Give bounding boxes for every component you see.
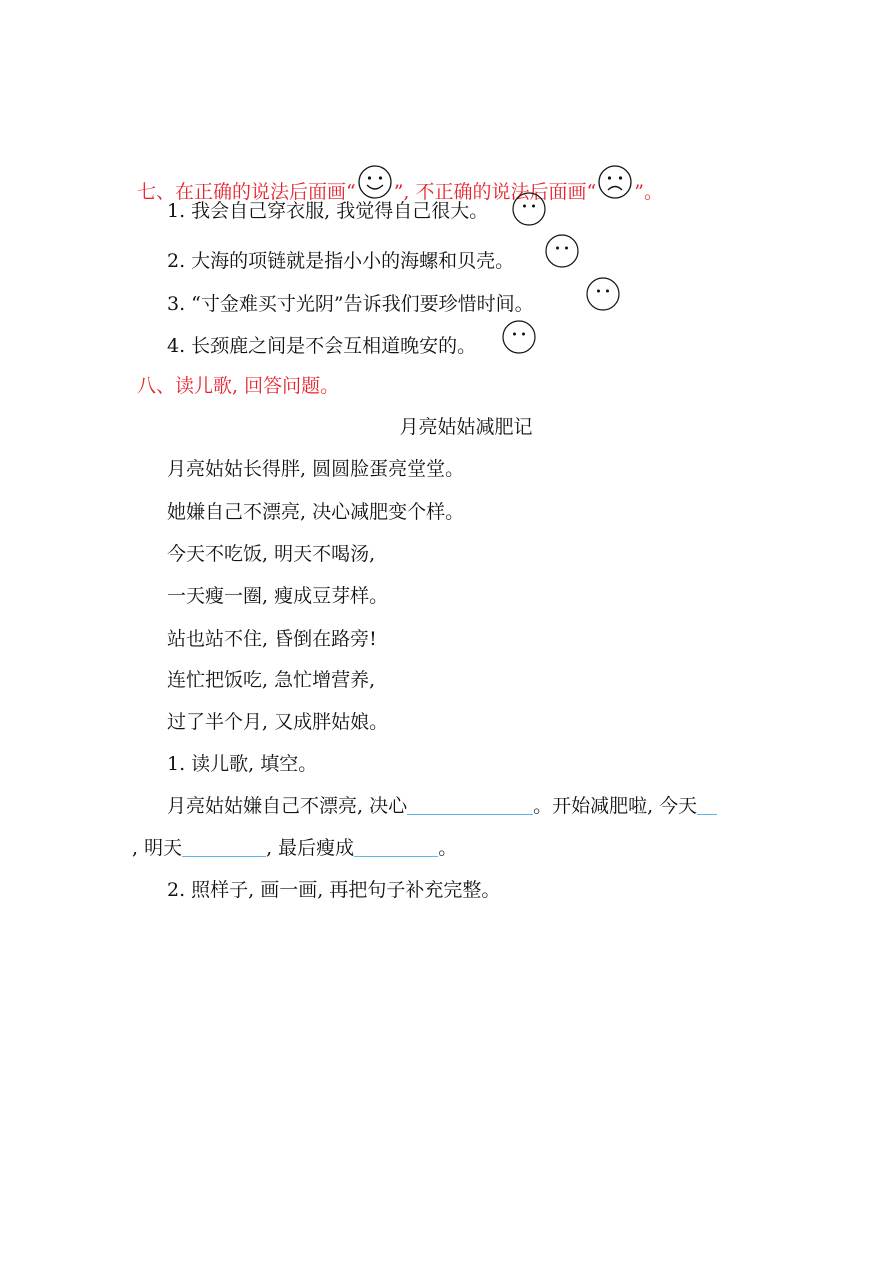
judgement-item-3 — [167, 291, 534, 317]
poem-line: 今天不吃饭, 明天不喝汤, — [167, 543, 376, 565]
judgement-item-1-text: 1. 我会自己穿衣服, 我觉得自己很大。 — [167, 200, 489, 222]
question-1-fill-line-2 — [132, 835, 457, 861]
section8-heading: 八、读儿歌, 回答问题。 — [137, 375, 340, 397]
empty-face-icon[interactable] — [502, 320, 536, 354]
poem-line: 一天瘦一圈, 瘦成豆芽样。 — [167, 585, 389, 607]
fill-blank-tomorrow[interactable] — [182, 836, 266, 857]
poem-line: 月亮姑姑长得胖, 圆圆脸蛋亮堂堂。 — [167, 458, 465, 480]
fill-text: 月亮姑姑嫌自己不漂亮, 决心 — [167, 795, 408, 817]
empty-face-icon[interactable] — [545, 234, 579, 268]
section7-heading-part1: 七、在正确的说法后面画“ — [137, 181, 356, 203]
fill-blank-resolve[interactable] — [407, 794, 533, 815]
question-2-label: 2. 照样子, 画一画, 再把句子补充完整。 — [167, 879, 501, 901]
fill-blank-today[interactable] — [697, 794, 717, 815]
judgement-item-3-text: 3. “寸金难买寸光阴”告诉我们要珍惜时间。 — [167, 293, 534, 315]
empty-face-icon[interactable] — [512, 192, 546, 226]
poem-line: 连忙把饭吃, 急忙增营养, — [167, 669, 376, 691]
poem-title: 月亮姑姑减肥记 — [399, 416, 533, 438]
poem-line: 过了半个月, 又成胖姑娘。 — [167, 711, 389, 733]
fill-text: 。开始减肥啦, 今天 — [533, 795, 698, 817]
fill-text: 。 — [438, 837, 458, 859]
poem-line: 站也站不住, 昏倒在路旁! — [167, 628, 377, 650]
judgement-item-4 — [167, 333, 476, 359]
section7-heading — [137, 164, 663, 203]
poem-line: 她嫌自己不漂亮, 决心减肥变个样。 — [167, 501, 465, 523]
judgement-item-2-text: 2. 大海的项链就是指小小的海螺和贝壳。 — [167, 250, 515, 272]
smiling-face-icon — [357, 164, 393, 200]
question-1-label: 1. 读儿歌, 填空。 — [167, 753, 318, 775]
empty-face-icon[interactable] — [586, 277, 620, 311]
frowning-face-icon — [597, 164, 633, 200]
fill-text: , 最后瘦成 — [266, 837, 355, 859]
fill-blank-final[interactable] — [354, 836, 438, 857]
question-1-fill-line-1 — [167, 793, 717, 819]
section7-heading-part3: ”。 — [634, 181, 663, 203]
judgement-item-2 — [167, 248, 514, 274]
judgement-item-4-text: 4. 长颈鹿之间是不会互相道晚安的。 — [167, 335, 477, 357]
fill-text: , 明天 — [132, 837, 183, 859]
judgement-item-1 — [167, 198, 488, 224]
section7-heading-part2: ”, 不正确的说法后面画“ — [393, 181, 597, 203]
